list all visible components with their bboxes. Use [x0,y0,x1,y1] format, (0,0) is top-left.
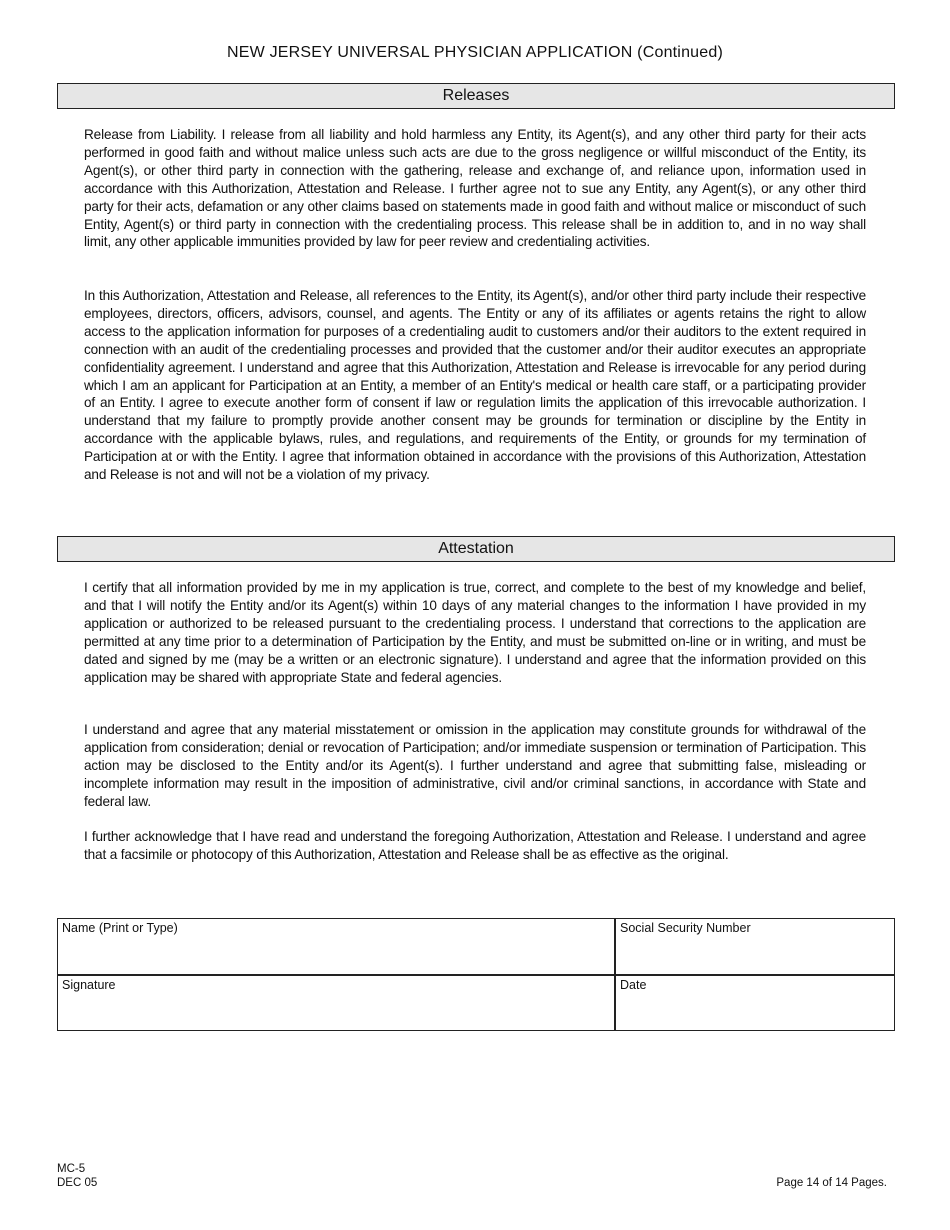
name-label: Name (Print or Type) [62,921,178,935]
form-code: MC-5 [57,1163,86,1175]
releases-heading: Releases [57,83,895,109]
form-date: DEC 05 [57,1177,98,1189]
date-label: Date [620,978,647,992]
ssn-label: Social Security Number [620,921,751,935]
signature-form-table [57,918,895,1031]
page-title: NEW JERSEY UNIVERSAL PHYSICIAN APPLICATION (Continued) [227,44,723,61]
attestation-heading: Attestation [57,536,895,562]
attestation-certify-paragraph: I certify that all information provided by me in my application is true, correct, and complete to the best of my knowledge and belief, and that I will notify the Entity and/or its Agent(s) within 10 days of any material changes to the information I have provided in my application or authorized to be released pursuant to the credentialing process. I understand that corrections to the application are permitted at any time prior to a determination of Participation by the Entity, and must be submitted on-line or in writing, and must be dated and signed by me (may be a written or an electronic signature). I understand and agree that the information provided on this application may be shared with appropriate State and federal agencies. [84,580,866,685]
release-liability-paragraph: Release from Liability. I release from all liability and hold harmless any Entity, its Agent(s), and any other third party for their acts performed in good faith and without malice unless such acts are due to the gross negligence or willful misconduct of the Entity, its Agent(s), or other third party in connection with the gathering, release and exchange of, and reliance upon, information used in accordance with this Authorization, Attestation and Release. I further agree not to sue any Entity, any Agent(s), or any other third party for their acts, defamation or any other claims based on statements made in good faith and without malice or misconduct of such Entity, Agent(s) or third party in connection with the credentialing process. This release shall be in addition to, and in no way shall limit, any other applicable immunities provided by law for peer review and credentialing activities. [84,127,866,250]
signature-label: Signature [62,978,116,992]
release-references-paragraph: In this Authorization, Attestation and Release, all references to the Entity, its Agent(s), and/or other third party include their respective employees, directors, officers, advisors, counsel, and agents. The Entity or any of its affiliates or agents retains the right to allow access to the application information for purposes of a credentialing audit to customers and/or their auditors to the extent required in connection with an audit of the credentialing processes and provided that the customer and/or their auditor executes an appropriate confidentiality agreement. I understand and agree that this Authorization, Attestation and Release is irrevocable for any period during which I am an applicant for Participation at an Entity, a member of an Entity's medical or health care staff, or a participating provider of an Entity. I agree to execute another form of consent if law or regulation limits the application of this irrevocable authorization. I understand that my failure to promptly provide another consent may be grounds for termination or discipline by the Entity in accordance with the applicable bylaws, rules, and regulations, and requirements of the Entity, or grounds for my termination of Participation at or with the Entity. I agree that information obtained in accordance with the provisions of this Authorization, Attestation and Release is not and will not be a violation of my privacy. [84,288,866,483]
page-number: Page 14 of 14 Pages. [776,1177,887,1189]
ssn-field[interactable] [616,919,894,974]
signature-field[interactable] [58,976,614,1030]
form-id [57,1162,97,1190]
name-field[interactable] [58,919,614,974]
attestation-misstatement-paragraph: I understand and agree that any material misstatement or omission in the application may constitute grounds for withdrawal of the application from consideration; denial or revocation of Participation; and/or immediate suspension or termination of Participation. This action may be disclosed to the Entity and/or its Agent(s). I further understand and agree that submitting false, misleading or incomplete information may result in the imposition of administrative, civil and/or criminal sanctions, in accordance with State and federal law. [84,722,866,809]
attestation-acknowledge-paragraph: I further acknowledge that I have read and understand the foregoing Authorization, Attestation and Release. I understand and agree that a facsimile or photocopy of this Authorization, Attestation and Release shall be as effective as the original. [84,829,866,862]
date-field[interactable] [616,976,894,1030]
